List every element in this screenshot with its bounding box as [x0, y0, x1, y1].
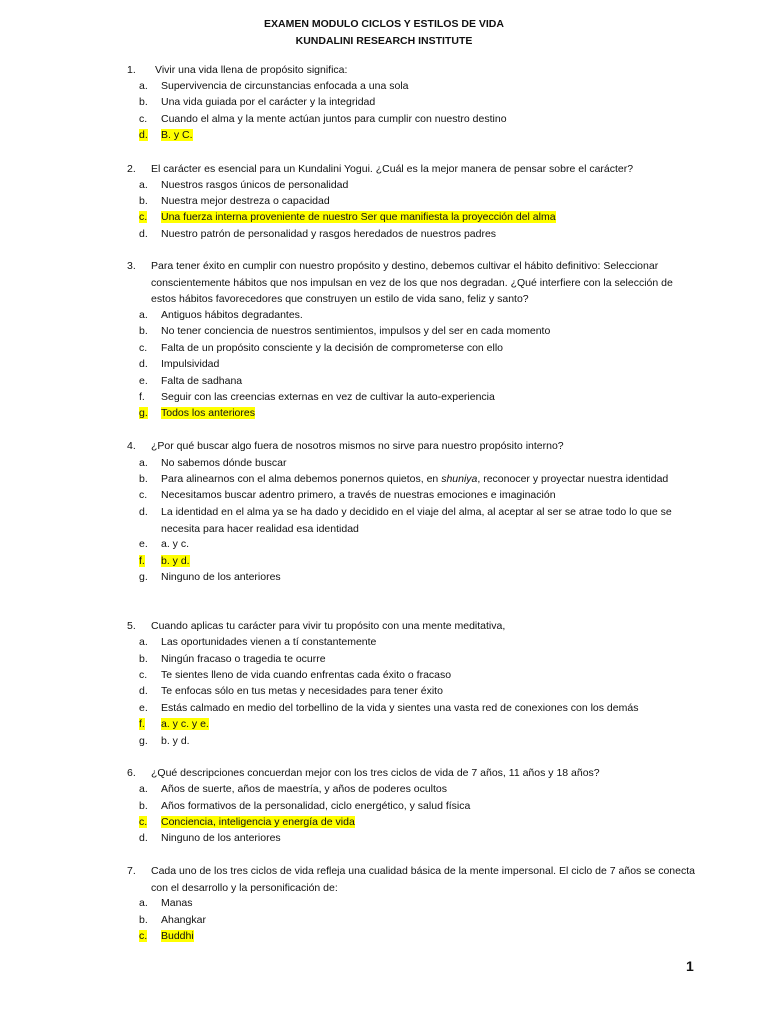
question-number: 3. [127, 260, 136, 272]
option-text: Ninguno de los anteriores [161, 571, 281, 583]
option-letter: b. [139, 325, 148, 337]
question-text: ¿Qué descripciones concuerdan mejor con los tres ciclos de vida de 7 años, 11 años y 18 años? [151, 767, 600, 779]
option-text: No sabemos dónde buscar [161, 457, 287, 469]
option-text: Nuestros rasgos únicos de personalidad [161, 179, 349, 191]
option-text: Cuando el alma y la mente actúan juntos para cumplir con nuestro destino [161, 113, 507, 125]
question-number: 6. [127, 767, 136, 779]
option-text: Necesitamos buscar adentro primero, a través de nuestras emociones e imaginación [161, 489, 556, 501]
answer-option-letter: c. [139, 930, 148, 942]
question-text: Vivir una vida llena de propósito significa: [155, 64, 348, 76]
option-letter: b. [139, 473, 148, 485]
page-number: 1 [686, 958, 694, 974]
option-letter: g. [139, 735, 148, 747]
option-letter: d. [139, 358, 148, 370]
option-text: Impulsividad [161, 358, 220, 370]
option-text: Ningún fracaso o tragedia te ocurre [161, 653, 326, 665]
option-letter: d. [139, 832, 148, 844]
answer-option-text [161, 814, 696, 831]
option-letter: a. [139, 309, 148, 321]
option-letter: b. [139, 96, 148, 108]
answer-highlight: Buddhi [161, 930, 194, 942]
answer-option-text [161, 716, 696, 733]
option-letter: a. [139, 636, 148, 648]
answer-highlight: Una fuerza interna proveniente de nuestro Ser que manifiesta la proyección del alma [161, 211, 556, 223]
option-letter: c. [139, 489, 148, 501]
option-text: Una vida guiada por el carácter y la integridad [161, 96, 376, 108]
option-text: Nuestro patrón de personalidad y rasgos heredados de nuestros padres [161, 228, 497, 240]
answer-option-letter: d. [139, 129, 148, 141]
question-number: 5. [127, 620, 136, 632]
option-letter: b. [139, 800, 148, 812]
option-letter: e. [139, 702, 148, 714]
exam-title: EXAMEN MODULO CICLOS Y ESTILOS DE VIDA [264, 18, 504, 30]
option-text: Antiguos hábitos degradantes. [161, 309, 303, 321]
option-letter: e. [139, 538, 148, 550]
answer-option-letter: f. [139, 555, 145, 567]
option-text: Supervivencia de circunstancias enfocada a una sola [161, 80, 409, 92]
question-text: Cada uno de los tres ciclos de vida refleja una cualidad básica de la mente impersonal. El ciclo de 7 años se conecta con el desarrollo y la personificación de: [151, 865, 695, 894]
option-text: Ninguno de los anteriores [161, 832, 281, 844]
option-letter: a. [139, 80, 148, 92]
answer-option-letter: g. [139, 407, 148, 419]
option-letter: c. [139, 342, 148, 354]
answer-highlight: Conciencia, inteligencia y energía de vida [161, 816, 355, 828]
answer-option-letter: c. [139, 211, 148, 223]
option-letter: a. [139, 457, 148, 469]
option-text: Te sientes lleno de vida cuando enfrentas cada éxito o fracaso [161, 669, 452, 681]
option-letter: d. [139, 228, 148, 240]
option-letter: g. [139, 571, 148, 583]
question-number: 4. [127, 440, 136, 452]
answer-highlight: a. y c. y e. [161, 718, 209, 730]
option-text: Seguir con las creencias externas en vez de cultivar la auto-experiencia [161, 391, 495, 403]
option-text: No tener conciencia de nuestros sentimientos, impulsos y del ser en cada momento [161, 325, 551, 337]
option-text: Años formativos de la personalidad, ciclo energético, y salud física [161, 800, 471, 812]
option-text: Te enfocas sólo en tus metas y necesidades para tener éxito [161, 685, 443, 697]
option-text: Falta de sadhana [161, 375, 243, 387]
option-letter: d. [139, 506, 148, 518]
answer-highlight: Todos los anteriores [161, 407, 255, 419]
option-letter: a. [139, 897, 148, 909]
question-number: 2. [127, 163, 136, 175]
question-text: ¿Por qué buscar algo fuera de nosotros mismos no sirve para nuestro propósito interno? [151, 440, 564, 452]
option-letter: b. [139, 195, 148, 207]
answer-option-letter: c. [139, 816, 148, 828]
answer-option-text [161, 127, 696, 144]
answer-option-text [161, 405, 696, 422]
option-letter: c. [139, 113, 148, 125]
option-letter: a. [139, 179, 148, 191]
option-text: Las oportunidades vienen a tí constantemente [161, 636, 377, 648]
option-letter: a. [139, 783, 148, 795]
question-text: Para tener éxito en cumplir con nuestro propósito y destino, debemos cultivar el hábito definitivo: Seleccionar conscientemente hábitos que nos impulsan en vez de los que nos degradan. ¿Qué interfiere con la selección de estos hábitos favorecedores que construyen un estilo de vida sano, feliz y santo? [151, 260, 673, 305]
option-text: Años de suerte, años de maestría, y años de poderes ocultos [161, 783, 448, 795]
option-text: Estás calmado en medio del torbellino de la vida y sientes una vasta red de conexiones con los demás [161, 702, 639, 714]
answer-option-text [161, 553, 696, 570]
option-text: a. y c. [161, 538, 190, 550]
option-text: Falta de un propósito consciente y la decisión de comprometerse con ello [161, 342, 504, 354]
option-letter: e. [139, 375, 148, 387]
question-number: 7. [127, 865, 136, 877]
option-text: Nuestra mejor destreza o capacidad [161, 195, 330, 207]
option-text: Manas [161, 897, 193, 909]
question-text: El carácter es esencial para un Kundalini Yogui. ¿Cuál es la mejor manera de pensar sobre el carácter? [151, 163, 634, 175]
option-letter: f. [139, 391, 145, 403]
answer-option-letter: f. [139, 718, 145, 730]
answer-option-text [161, 928, 696, 945]
option-text: Ahangkar [161, 914, 206, 926]
answer-highlight: B. y C. [161, 129, 193, 141]
option-text: La identidad en el alma ya se ha dado y decidido en el viaje del alma, al aceptar al ser se atrae todo lo que se necesita para hacer realidad esa identidad [161, 506, 672, 535]
option-text: b. y d. [161, 735, 190, 747]
question-number: 1. [127, 64, 136, 76]
option-letter: b. [139, 914, 148, 926]
option-letter: b. [139, 653, 148, 665]
question-text: Cuando aplicas tu carácter para vivir tu propósito con una mente meditativa, [151, 620, 506, 632]
option-letter: d. [139, 685, 148, 697]
answer-highlight: b. y d. [161, 555, 190, 567]
option-letter: c. [139, 669, 148, 681]
option-text: Para alinearnos con el alma debemos ponernos quietos, en shuniya, reconocer y proyectar nuestra identidad [161, 473, 669, 485]
answer-option-text [161, 209, 696, 226]
exam-subtitle: KUNDALINI RESEARCH INSTITUTE [295, 35, 473, 47]
